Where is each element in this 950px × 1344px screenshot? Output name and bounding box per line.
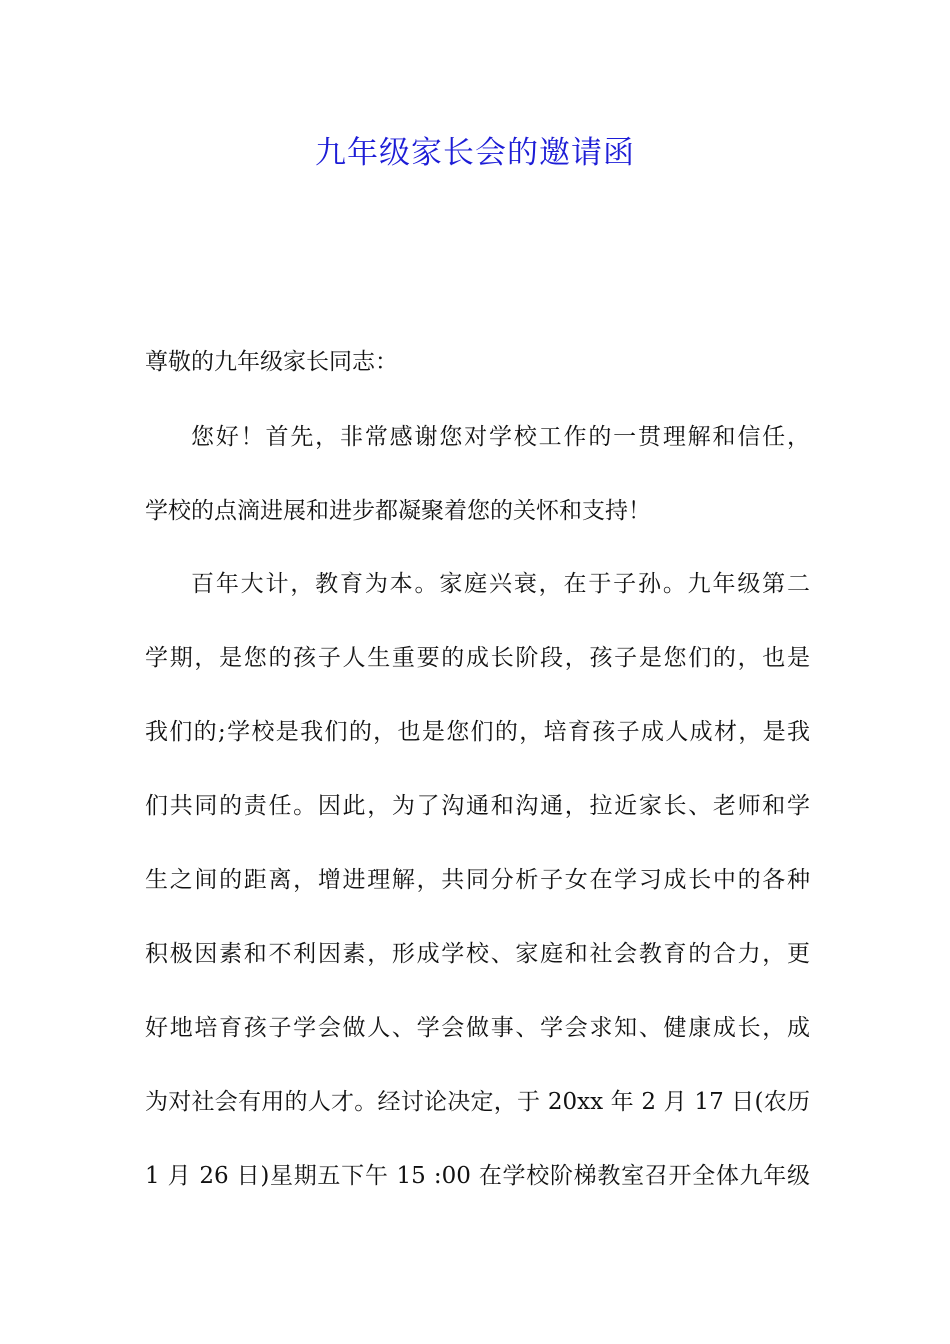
- salutation: 尊敬的九年级家长同志：: [145, 349, 398, 375]
- paragraph-line: 生之间的距离，增进理解，共同分析子女在学习成长中的各种: [145, 867, 810, 893]
- paragraph-line: 百年大计，教育为本。家庭兴衰，在于子孙。九年级第二: [191, 571, 810, 597]
- paragraph-line: 我们的;学校是我们的，也是您们的，培育孩子成人成材，是我: [145, 719, 810, 745]
- paragraph-invitation: [145, 547, 810, 1213]
- paragraph-line: 1 月 26 日)星期五下午 15 :00 在学校阶梯教室召开全体九年级: [145, 1163, 810, 1189]
- paragraph-line: 们共同的责任。因此，为了沟通和沟通，拉近家长、老师和学: [145, 793, 810, 819]
- document-title: 九年级家长会的邀请函: [315, 135, 635, 171]
- paragraph-line: 好地培育孩子学会做人、学会做事、学会求知、健康成长，成: [145, 1015, 810, 1041]
- paragraph-line: 学校的点滴进展和进步都凝聚着您的关怀和支持！: [145, 498, 651, 524]
- paragraph-line: 学期，是您的孩子人生重要的成长阶段，孩子是您们的，也是: [145, 645, 810, 671]
- paragraph-greeting: [145, 400, 810, 548]
- paragraph-line: 为对社会有用的人才。经讨论决定，于 20xx 年 2 月 17 日(农历: [145, 1089, 810, 1115]
- paragraph-line: 积极因素和不利因素，形成学校、家庭和社会教育的合力，更: [145, 941, 810, 967]
- paragraph-line: 您好！首先，非常感谢您对学校工作的一贯理解和信任，: [191, 424, 810, 450]
